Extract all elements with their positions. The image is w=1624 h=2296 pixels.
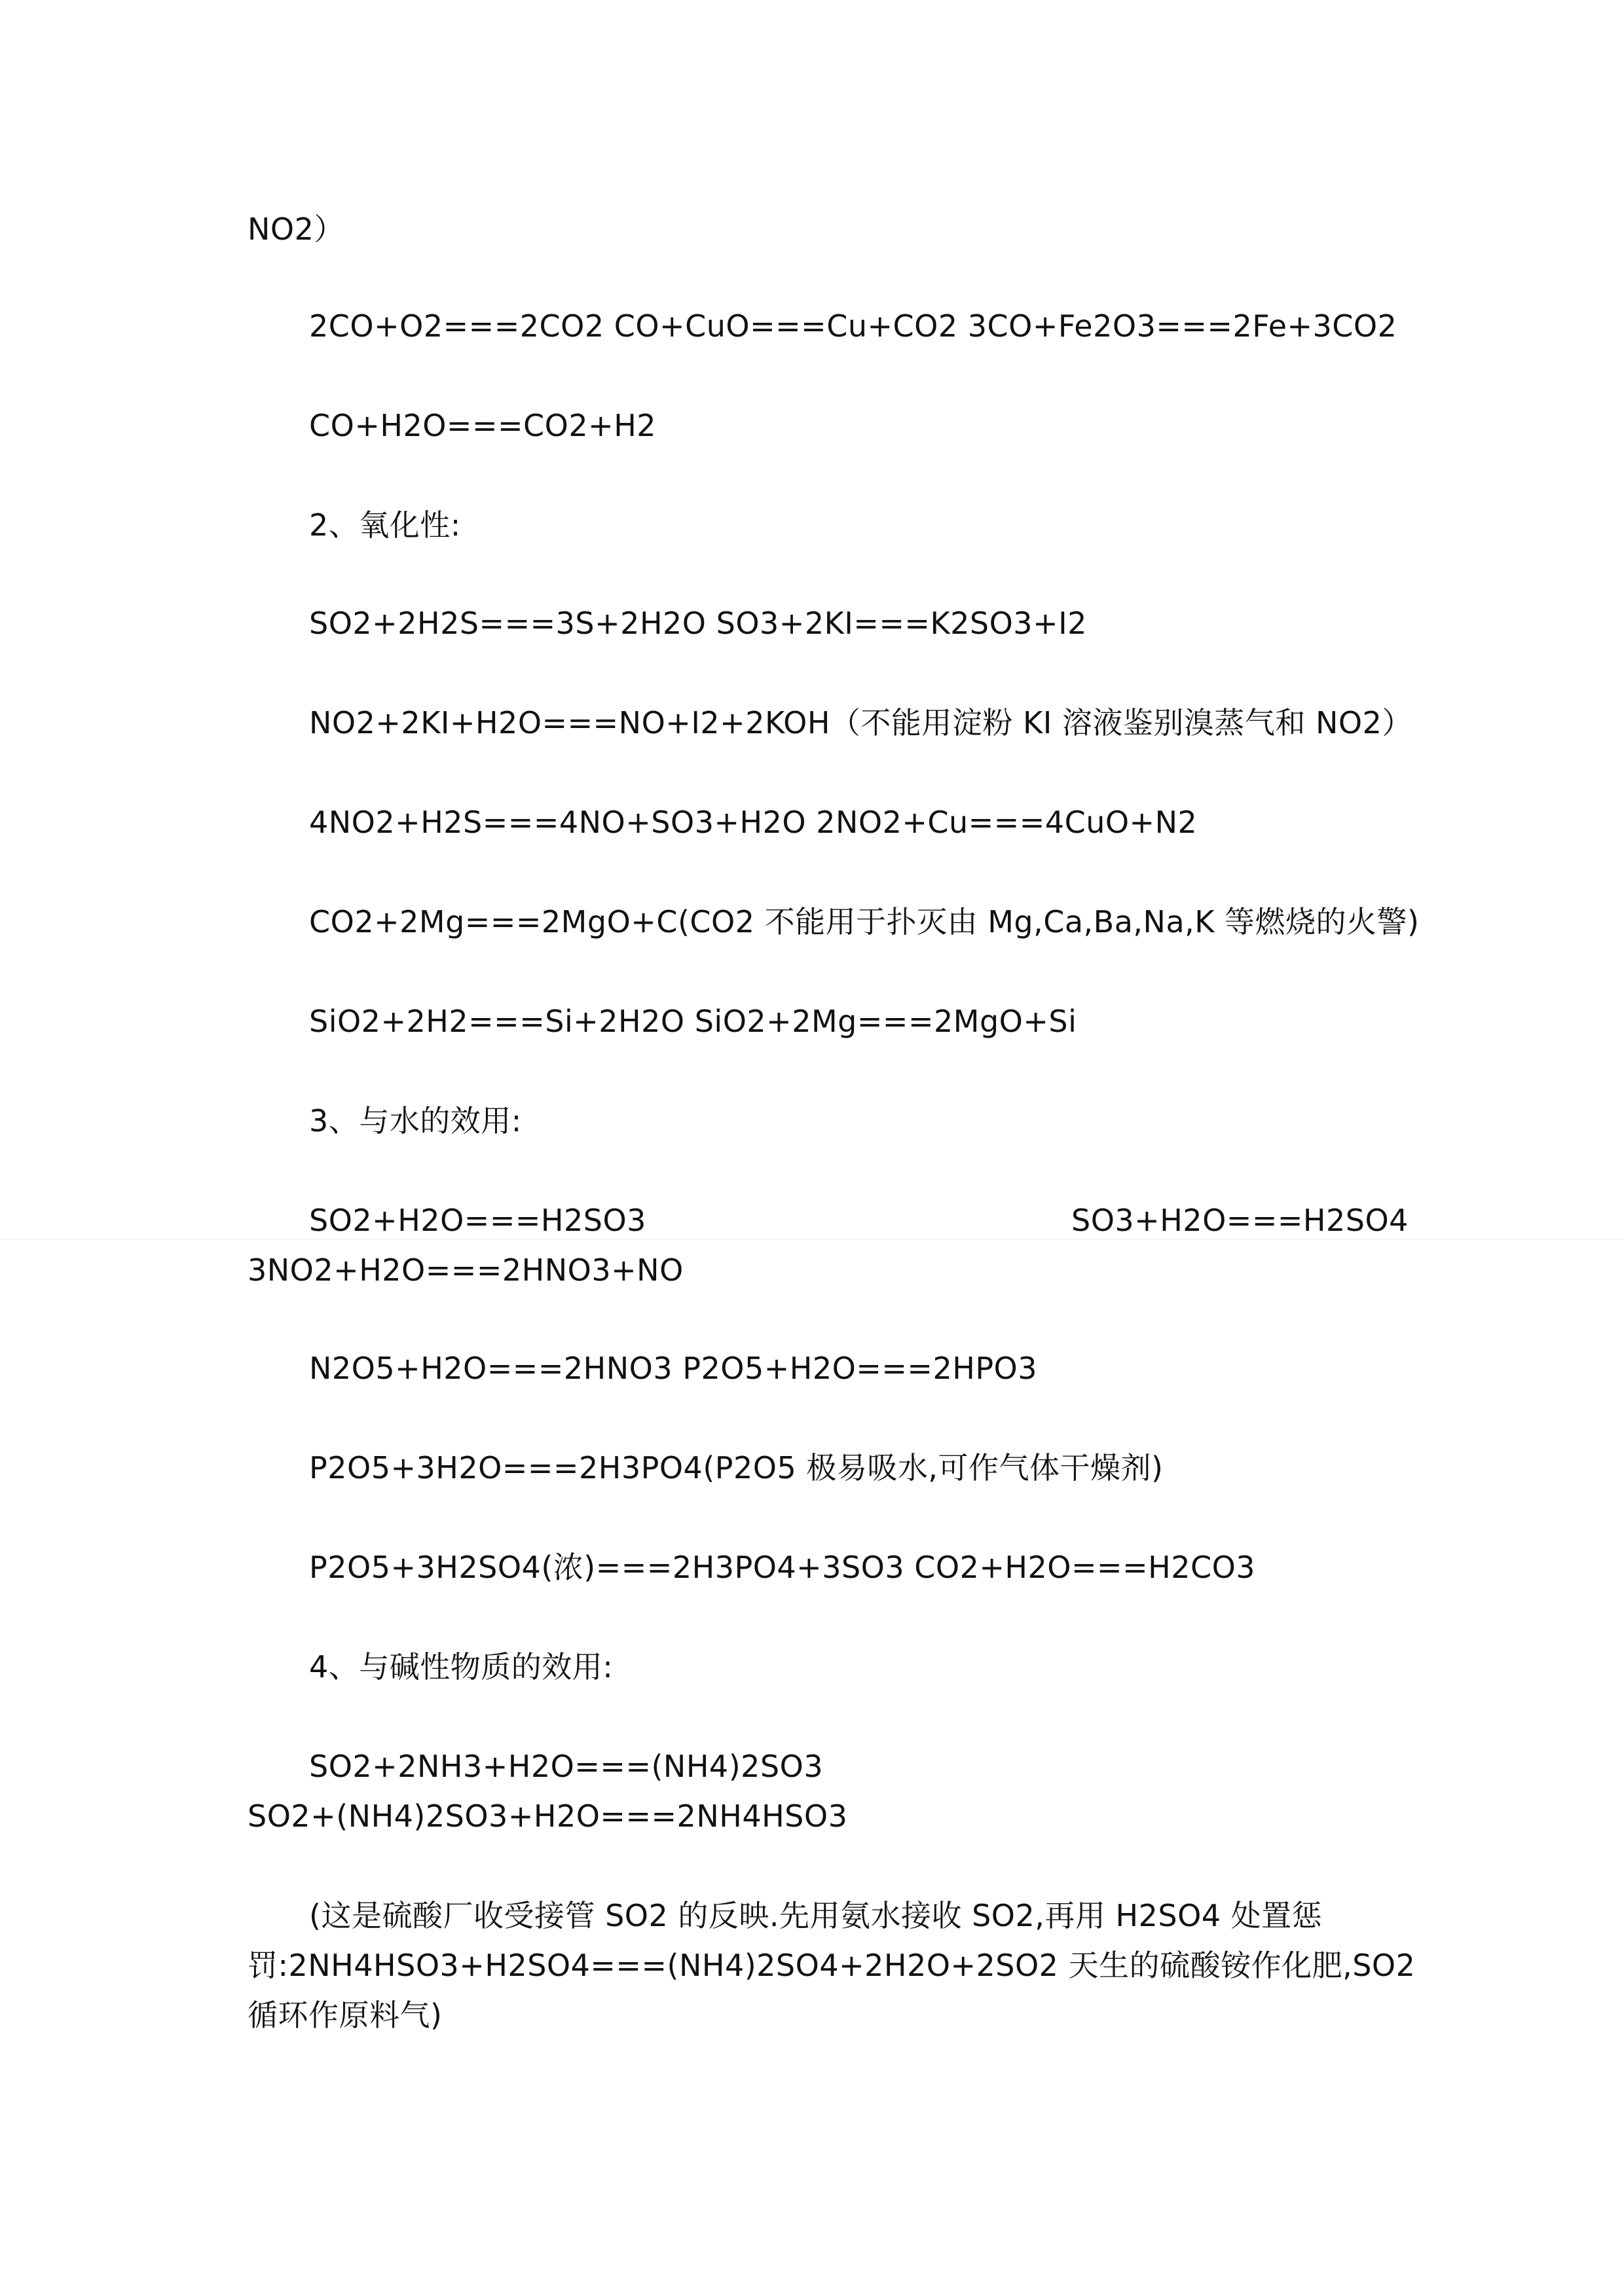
text-line-no2-water: 3NO2+H2O===2HNO3+NO xyxy=(248,1252,684,1288)
text-line-co2-mg: CO2+2Mg===2MgO+C(CO2 不能用于扑灭由 Mg,Ca,Ba,Na,K 等燃烧的火警) xyxy=(309,904,1420,939)
text-line-so3-water: SO3+H2O===H2SO4 xyxy=(1071,1203,1409,1238)
text-line-so2-nh4so3: SO2+(NH4)2SO3+H2O===2NH4HSO3 xyxy=(248,1798,848,1834)
text-line-note-3: 循环作原料气) xyxy=(248,1997,443,2033)
section-heading-oxidizing: 2、氧化性: xyxy=(309,507,461,543)
text-line-note-1: (这是硫酸厂收受接管 SO2 的反映.先用氨水接收 SO2,再用 H2SO4 处置惩 xyxy=(309,1898,1323,1933)
text-line-co-reactions: 2CO+O2===2CO2 CO+CuO===Cu+CO2 3CO+Fe2O3===2Fe+3CO2 xyxy=(309,308,1397,344)
text-line-so2-nh3: SO2+2NH3+H2O===(NH4)2SO3 xyxy=(309,1749,824,1784)
text-line-no2-close: NO2） xyxy=(248,211,344,247)
text-line-n2o5-p2o5: N2O5+H2O===2HNO3 P2O5+H2O===2HPO3 xyxy=(309,1351,1038,1386)
text-line-no2-ki: NO2+2KI+H2O===NO+I2+2KOH（不能用淀粉 KI 溶液鉴别溴蒸气和 NO2） xyxy=(309,705,1412,740)
page-divider xyxy=(0,1239,1624,1240)
text-line-so2-water: SO2+H2O===H2SO3 xyxy=(309,1203,646,1238)
text-line-so2-h2s: SO2+2H2S===3S+2H2O SO3+2KI===K2SO3+I2 xyxy=(309,606,1087,641)
text-line-p2o5-3h2o: P2O5+3H2O===2H3PO4(P2O5 极易吸水,可作气体干燥剂) xyxy=(309,1450,1164,1485)
text-line-note-2: 罚:2NH4HSO3+H2SO4===(NH4)2SO4+2H2O+2SO2 天生的硫酸铵作化肥,SO2 xyxy=(248,1948,1416,1983)
text-line-no2-h2s: 4NO2+H2S===4NO+SO3+H2O 2NO2+Cu===4CuO+N2 xyxy=(309,805,1198,840)
section-heading-basic: 4、与碱性物质的效用: xyxy=(309,1649,614,1685)
text-line-sio2: SiO2+2H2===Si+2H2O SiO2+2Mg===2MgO+Si xyxy=(309,1004,1077,1039)
section-heading-water: 3、与水的效用: xyxy=(309,1103,522,1139)
text-line-p2o5-h2so4: P2O5+3H2SO4(浓)===2H3PO4+3SO3 CO2+H2O===H2CO3 xyxy=(309,1550,1256,1585)
text-line-co-water: CO+H2O===CO2+H2 xyxy=(309,408,657,443)
